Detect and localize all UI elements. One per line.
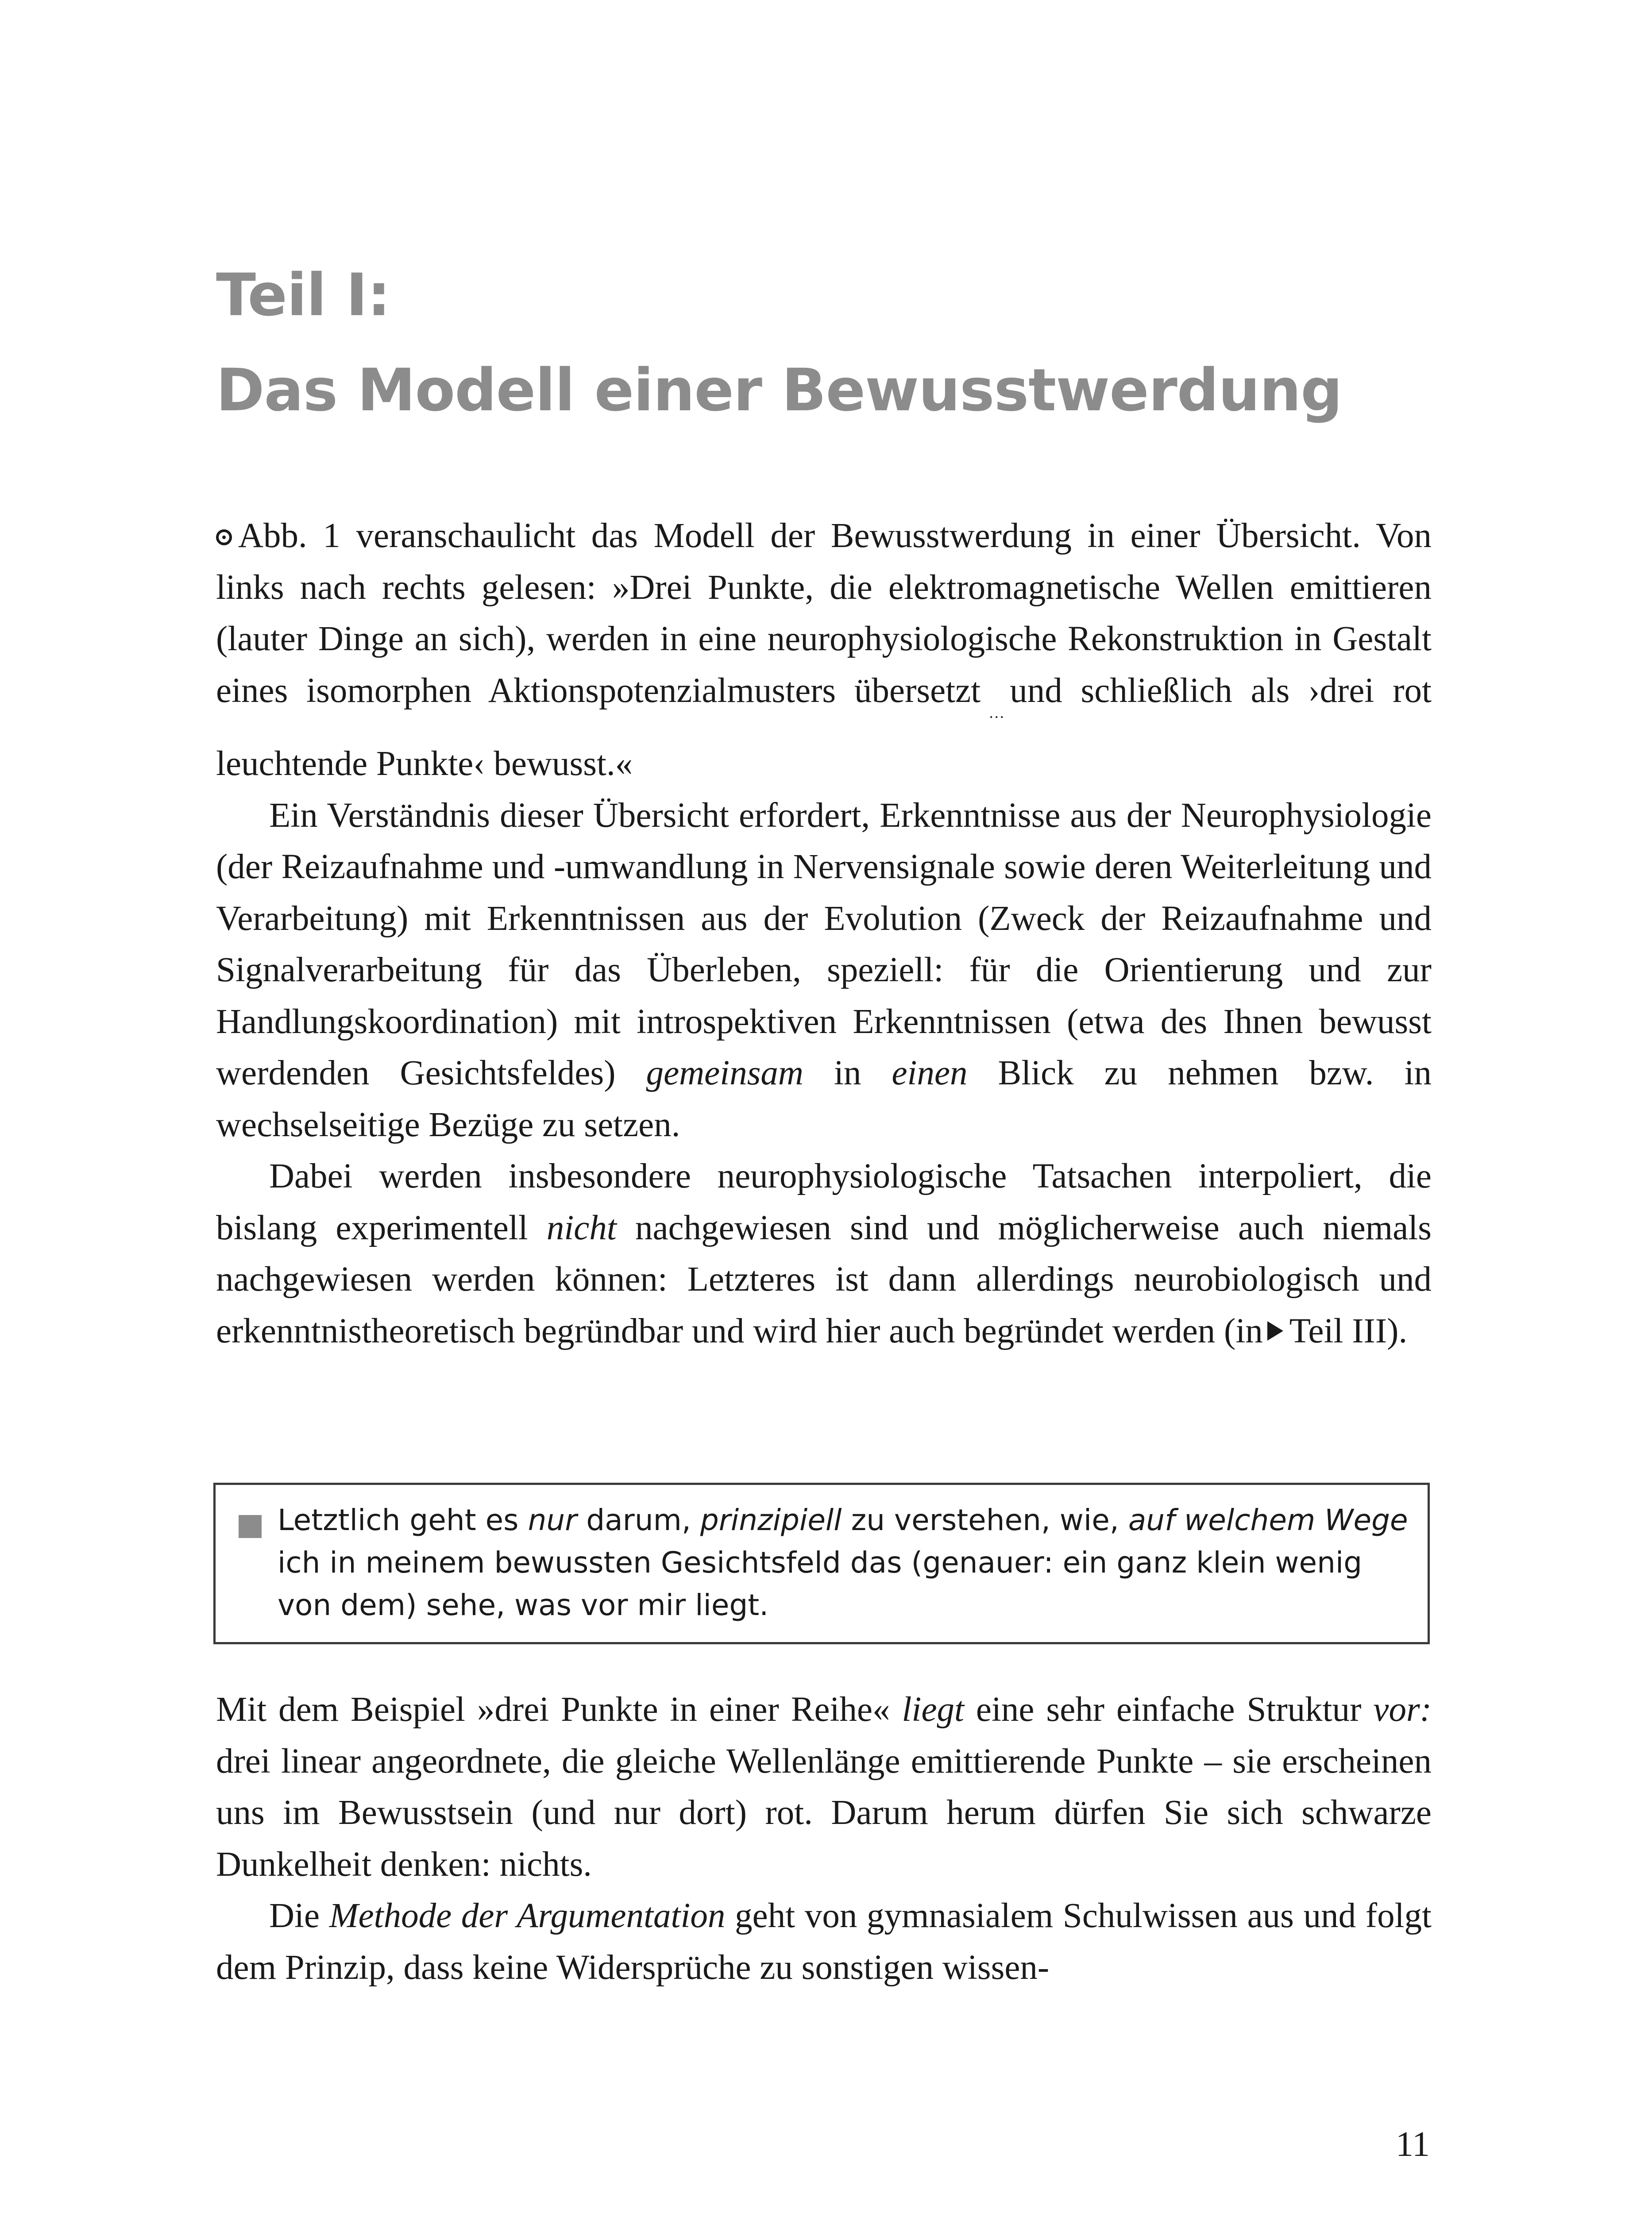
- note-emphasis-1: nur: [528, 1503, 577, 1537]
- note-emphasis-2: prinzipiell: [700, 1503, 842, 1537]
- paragraph-4-text-a: Mit dem Beispiel »drei Punkte in einer Reihe«: [216, 1690, 890, 1729]
- paragraph-3-text-b: nachgewiesen sind und möglicherweise auch niemals nachgewiesen werden können: Letzteres ist dann allerdings neurobiologisch und erkenntnistheoretisch begründbar und wird hier auch begründet werden (in: [216, 1208, 1432, 1350]
- chapter-heading: [216, 248, 1455, 438]
- paragraph-2-text-a: Ein Verständnis dieser Übersicht erfordert, Erkenntnisse aus der Neurophysiologie (der Reizaufnahme und -umwandlung in Nervensignale sowie deren Weiterleitung und Verarbeitung) mit Erkenntnissen aus der Evolution (Zweck der Reizaufnahme und Signalverarbeitung für das Überleben, speziell: für die Orientierung und zur Handlungskoordination) mit introspektiven Erkenntnissen (etwa des Ihnen bewusst werdenden Gesichtsfeldes): [216, 796, 1432, 1092]
- target-icon: [216, 529, 232, 545]
- paragraph-4-emphasis-2: vor:: [1373, 1690, 1432, 1729]
- page-number: 11: [1395, 2125, 1430, 2164]
- note-text-a: Letztlich geht es: [278, 1503, 519, 1537]
- paragraph-5-text-a: Die: [269, 1897, 320, 1935]
- note-text-c: zu verstehen, wie,: [851, 1503, 1119, 1537]
- note-text-b: darum,: [586, 1503, 691, 1537]
- note-text-d: ich in meinem bewussten Gesichtsfeld das (genauer: ein ganz klein wenig von dem) sehe, was vor mir liegt.: [278, 1546, 1363, 1622]
- paragraph-4-emphasis-1: liegt: [902, 1690, 964, 1729]
- paragraph-4: [216, 1684, 1432, 1890]
- paragraph-1-text-b: und schließlich als ›drei rot leuchtende Punkte‹ bewusst.«: [216, 671, 1432, 783]
- main-text-upper: [216, 510, 1432, 1357]
- paragraph-2-text-c: Blick zu nehmen bzw. in wechselseitige Bezüge zu setzen.: [216, 1054, 1432, 1144]
- main-text-lower: [216, 1684, 1432, 1993]
- paragraph-1: [216, 510, 1432, 790]
- paragraph-3-emphasis-1: nicht: [546, 1208, 617, 1247]
- triangle-right-icon: [1267, 1321, 1283, 1341]
- ellipsis-icon: …: [988, 703, 1006, 721]
- paragraph-3: [216, 1151, 1432, 1357]
- paragraph-2: [216, 790, 1432, 1151]
- note-emphasis-3: auf welchem Wege: [1128, 1503, 1408, 1537]
- paragraph-1-text-a: Abb. 1 veranschaulicht das Modell der Bewusstwerdung in einer Übersicht. Von links nach rechts gelesen: »Drei Punkte, die elektromagnetische Wellen emittieren (lauter Dinge an sich), werden in eine neurophysiologische Rekonstruktion in Gestalt eines isomorphen Aktionspotenzialmusters übersetzt: [216, 517, 1432, 710]
- note-text: [278, 1499, 1411, 1627]
- paragraph-2-text-b: in: [834, 1054, 861, 1092]
- paragraph-5-text-b: geht von gymnasialem Schulwissen aus und folgt dem Prinzip, dass keine Widersprüche zu sonstigen wissen-: [216, 1897, 1432, 1987]
- chapter-heading-part: Teil I:: [216, 261, 390, 329]
- chapter-heading-title: Das Modell einer Bewusstwerdung: [216, 356, 1342, 424]
- paragraph-4-text-c: drei linear angeordnete, die gleiche Wellenlänge emittierende Punkte – sie erscheinen uns im Bewusstsein (und nur dort) rot. Darum herum dürfen Sie sich schwarze Dunkelheit denken: nichts.: [216, 1742, 1432, 1884]
- note-box: [213, 1483, 1430, 1644]
- paragraph-4-text-b: eine sehr einfache Struktur: [976, 1690, 1362, 1729]
- paragraph-2-emphasis-2: einen: [892, 1054, 968, 1092]
- square-icon: [239, 1515, 262, 1538]
- cross-reference-link[interactable]: Teil III).: [1289, 1311, 1408, 1350]
- paragraph-5: [216, 1890, 1432, 1993]
- paragraph-5-emphasis-1: Methode der Argumentation: [329, 1897, 726, 1935]
- paragraph-2-emphasis-1: gemeinsam: [646, 1054, 803, 1092]
- paragraph-3-text-a: Dabei werden insbesondere neurophysiologische Tatsachen interpoliert, die bislang experimentell: [216, 1157, 1432, 1247]
